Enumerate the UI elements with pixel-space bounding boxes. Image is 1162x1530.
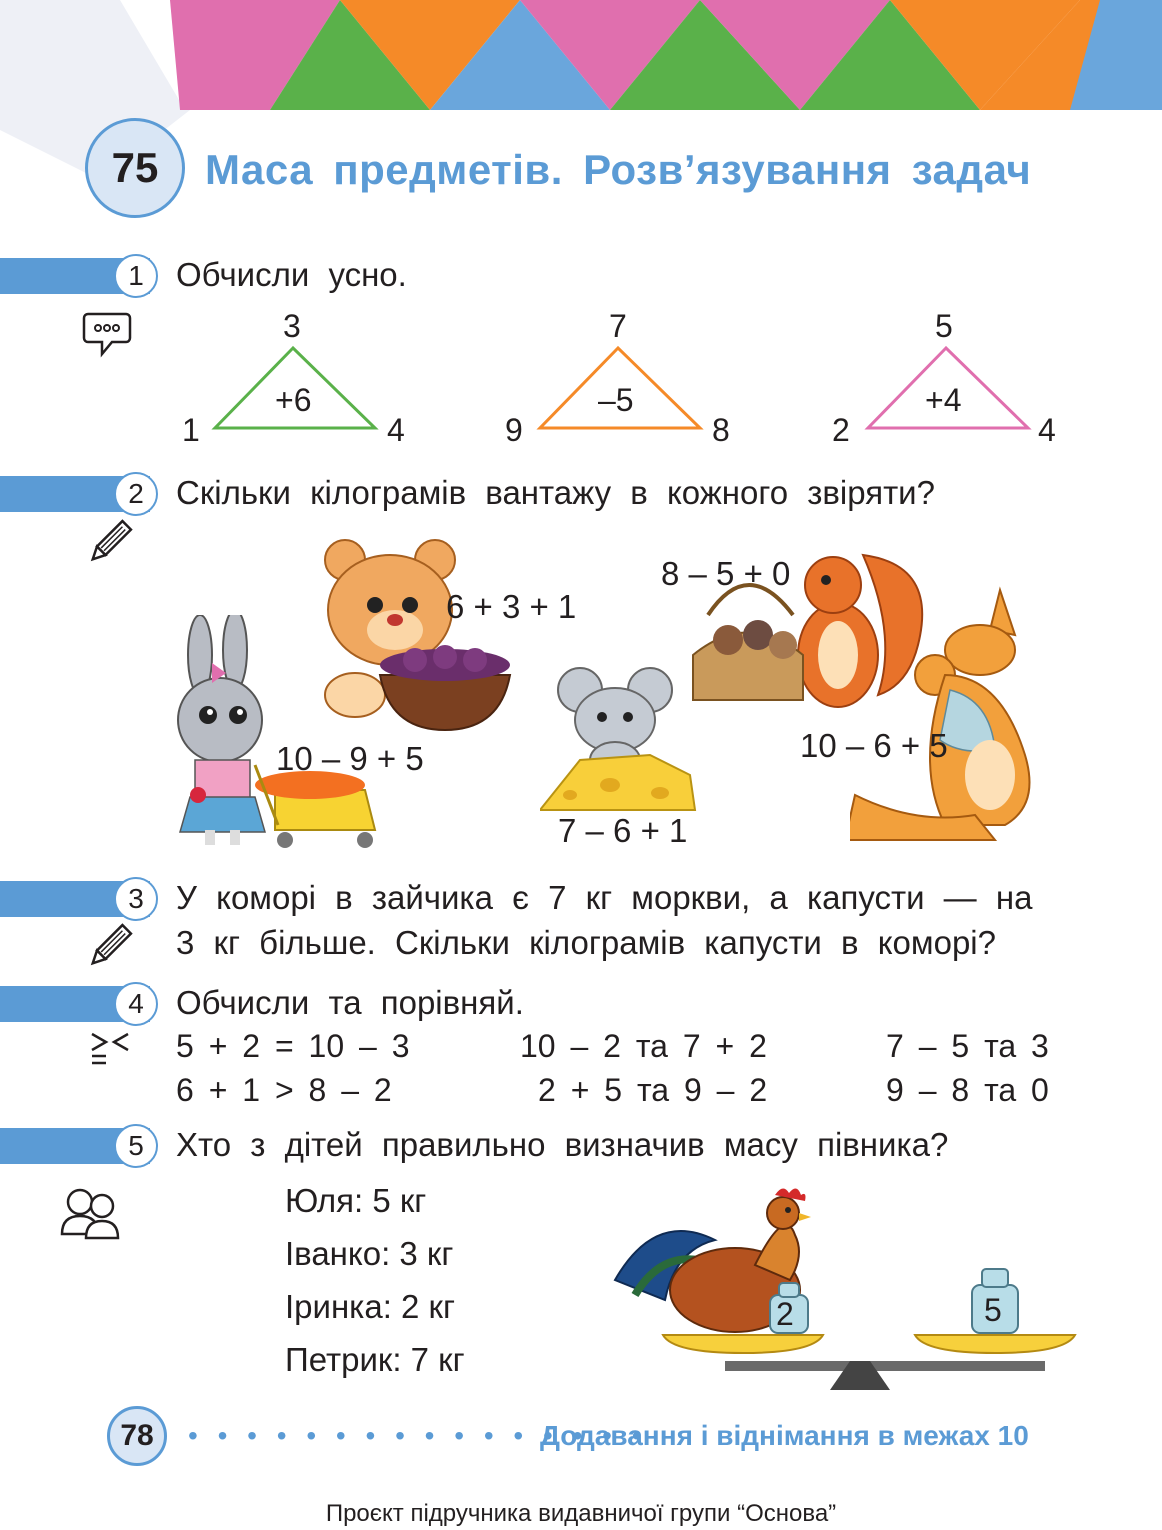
page-title: Маса предметів. Розв’язування задач bbox=[205, 146, 1032, 193]
answer-item: Іринка: 2 кг bbox=[285, 1288, 456, 1325]
speech-bubble-icon bbox=[82, 308, 132, 358]
squirrel-expression: 8 – 5 + 0 bbox=[661, 555, 791, 592]
triangle-top-number: 3 bbox=[283, 308, 301, 344]
pair-work-icon bbox=[58, 1182, 124, 1242]
task-text: Обчисли та порівняй. bbox=[176, 984, 524, 1021]
answer-item: Юля: 5 кг bbox=[285, 1182, 427, 1219]
task-text-line: У коморі в зайчика є 7 кг моркви, а капусти — на bbox=[176, 879, 1033, 916]
comparison-expression: 10 – 2 та 7 + 2 bbox=[520, 1028, 767, 1064]
task-number: 5 bbox=[114, 1124, 158, 1168]
compare-signs-icon bbox=[88, 1030, 134, 1070]
triangle-left-number: 2 bbox=[832, 412, 850, 448]
bunny-expression: 10 – 9 + 5 bbox=[276, 740, 424, 777]
comparison-expression: 5 + 2 = 10 – 3 bbox=[176, 1028, 410, 1064]
task-text: Хто з дітей правильно визначив масу півника? bbox=[176, 1126, 949, 1163]
kangaroo-expression: 10 – 6 + 5 bbox=[800, 727, 948, 764]
pencil-icon bbox=[84, 922, 134, 972]
publisher-credit: Проєкт підручника видавничої групи “Основа” bbox=[325, 1500, 837, 1527]
bear-expression: 6 + 3 + 1 bbox=[446, 588, 577, 625]
mouse-illustration bbox=[540, 665, 700, 815]
triangle-left-number: 1 bbox=[182, 412, 200, 448]
triangle-right-number: 8 bbox=[712, 412, 730, 448]
comparison-expression: 2 + 5 та 9 – 2 bbox=[538, 1072, 768, 1108]
weight-right-value: 5 bbox=[984, 1292, 1002, 1328]
triangle-operation: +6 bbox=[275, 382, 312, 418]
task-number: 1 bbox=[114, 254, 158, 298]
triangle-right-number: 4 bbox=[387, 412, 405, 448]
triangle-top-number: 5 bbox=[935, 308, 953, 344]
task-text: Скільки кілограмів вантажу в кожного звіряти? bbox=[176, 474, 935, 511]
comparison-expression: 7 – 5 та 3 bbox=[886, 1028, 1049, 1064]
triangle-left-number: 9 bbox=[505, 412, 523, 448]
triangle-operation: +4 bbox=[925, 382, 962, 418]
weight-left-value: 2 bbox=[776, 1296, 794, 1332]
bear-illustration bbox=[315, 535, 515, 735]
section-title: Додавання і віднімання в межах 10 bbox=[540, 1420, 1029, 1451]
kangaroo-illustration bbox=[850, 580, 1065, 848]
comparison-expression: 6 + 1 > 8 – 2 bbox=[176, 1072, 392, 1108]
task-number: 4 bbox=[114, 982, 158, 1026]
mouse-expression: 7 – 6 + 1 bbox=[558, 812, 688, 849]
answer-item: Петрик: 7 кг bbox=[285, 1341, 465, 1378]
comparison-expression: 9 – 8 та 0 bbox=[886, 1072, 1049, 1108]
page-number: 78 bbox=[107, 1406, 167, 1466]
top-banner bbox=[0, 0, 1162, 110]
triangle-top-number: 7 bbox=[609, 308, 627, 344]
footer-dots: • • • • • • • • • • • • • • • • bbox=[188, 1420, 648, 1451]
scale-illustration bbox=[605, 1185, 1080, 1395]
triangle-operation: –5 bbox=[598, 382, 634, 418]
task-text: Обчисли усно. bbox=[176, 256, 407, 293]
pencil-icon bbox=[84, 518, 134, 568]
answer-item: Іванко: 3 кг bbox=[285, 1235, 454, 1272]
triangle-right-number: 4 bbox=[1038, 412, 1056, 448]
task-number: 3 bbox=[114, 877, 158, 921]
task-text-line: 3 кг більше. Скільки кілограмів капусти в коморі? bbox=[176, 924, 996, 961]
lesson-number: 75 bbox=[85, 118, 185, 218]
task-number: 2 bbox=[114, 472, 158, 516]
